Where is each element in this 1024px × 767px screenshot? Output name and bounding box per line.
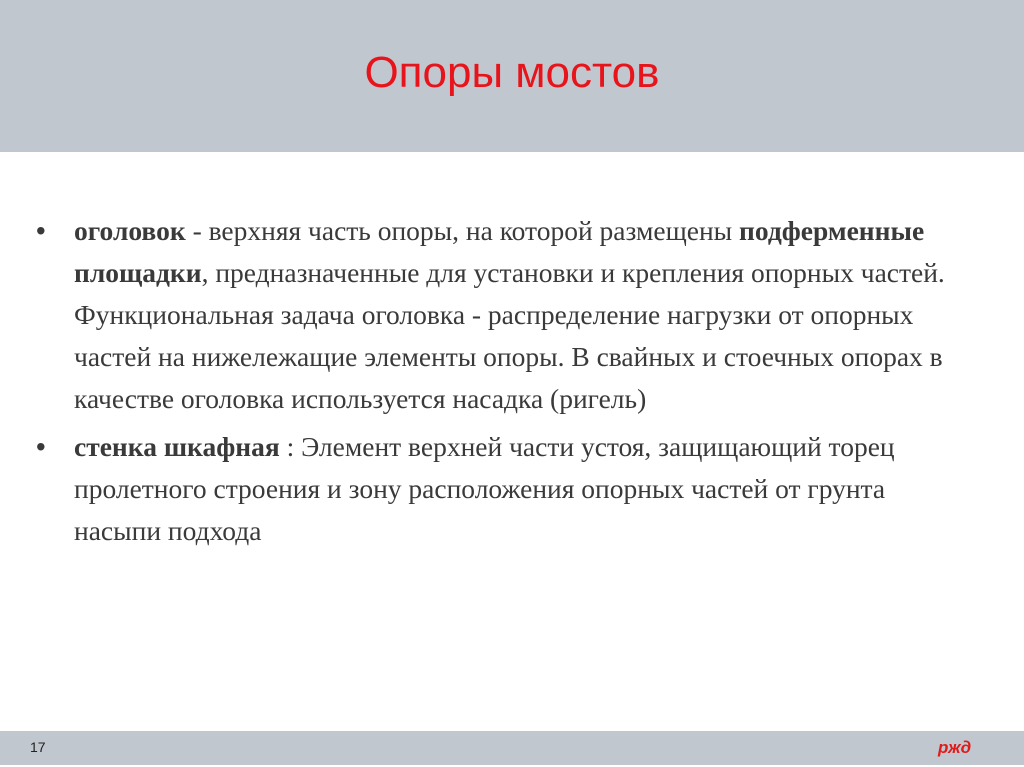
item-text: , предназначенные для установки и крепления опорных частей. Функциональная задача оголовка - распределение нагрузки от опорных частей на нижележащие элементы опоры. В свайных и стоечных опорах в качестве оголовка используется насадка (ригель) — [74, 257, 945, 414]
slide-title: Опоры мостов — [364, 48, 660, 97]
term: оголовок — [74, 215, 186, 246]
bullet-icon: • — [36, 431, 46, 462]
bullet-icon: • — [36, 215, 46, 246]
svg-text:ржд: ржд — [938, 738, 972, 757]
item-text: : Элемент верхней части устоя, защищающий торец пролетного строения и зону расположения опорных частей от грунта насыпи подхода — [74, 431, 895, 546]
slide-content — [36, 210, 974, 558]
bullet-item — [36, 210, 974, 420]
bullet-item — [36, 426, 974, 552]
item-text: - верхняя часть опоры, на которой размещены — [185, 215, 740, 246]
page-number: 17 — [30, 739, 46, 755]
footer-bar — [0, 731, 1024, 765]
term: подферменные площадки — [74, 215, 925, 288]
title-bar — [0, 0, 1024, 152]
rzd-logo-icon — [936, 737, 986, 757]
term: стенка шкафная — [74, 431, 280, 462]
